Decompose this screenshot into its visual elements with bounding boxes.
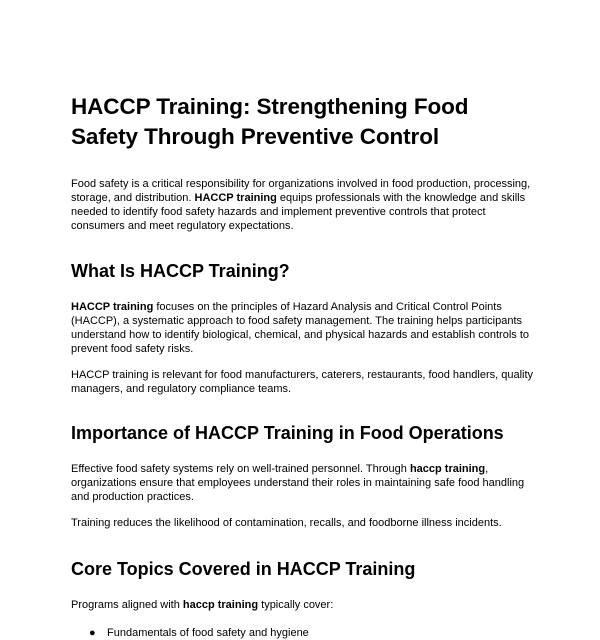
core-topics-bold-keyword: haccp training: [182, 599, 259, 611]
intro-text-end: equips professionals with the knowledge and skills needed to identify food safety hazards and implement preventive controls that protect consumers and meet regulatory expectations.: [71, 192, 526, 232]
document-page: [71, 92, 541, 640]
intro-paragraph: [71, 177, 541, 233]
what-is-paragraph-1: [71, 300, 541, 356]
intro-text-start: Food safety is a critical responsibility for organizations involved in food production, processing, storage, and distribution.: [71, 178, 531, 204]
list-item: [89, 626, 541, 640]
section-heading-importance: Importance of HACCP Training in Food Operations: [71, 423, 504, 443]
what-is-text-1: focuses on the principles of Hazard Analysis and Critical Control Points (HACCP), a systematic approach to food safety management. The training helps participants understand how to identify biological, chemical, and physical hazards and establish controls to prevent food safety risks.: [71, 301, 529, 355]
importance-paragraph-1: [71, 462, 541, 504]
what-is-paragraph-2: HACCP training is relevant for food manufacturers, caterers, restaurants, food handlers, quality managers, and regulatory compliance teams.: [71, 369, 534, 395]
bullet-icon: ●: [89, 627, 96, 639]
importance-text-start: Effective food safety systems rely on well-trained personnel. Through: [71, 463, 410, 475]
core-topics-intro: [71, 598, 541, 612]
section-heading-core-topics: Core Topics Covered in HACCP Training: [71, 559, 416, 579]
section-heading-what-is: What Is HACCP Training?: [71, 261, 290, 281]
intro-bold-keyword: HACCP training: [194, 192, 277, 204]
core-topics-text-start: Programs aligned with: [71, 599, 183, 611]
importance-text-end: , organizations ensure that employees understand their roles in maintaining safe food handling and production practices.: [71, 463, 525, 503]
importance-bold-keyword: haccp training: [409, 463, 486, 475]
page-title: HACCP Training: Strengthening Food Safety Through Preventive Control: [71, 94, 469, 149]
core-topics-list: [89, 626, 541, 640]
what-is-bold-keyword: HACCP training: [71, 301, 154, 313]
list-item-text: Fundamentals of food safety and hygiene: [107, 627, 309, 639]
importance-paragraph-2: Training reduces the likelihood of contamination, recalls, and foodborne illness incidents.: [71, 517, 502, 529]
core-topics-text-end: typically cover:: [258, 599, 334, 611]
